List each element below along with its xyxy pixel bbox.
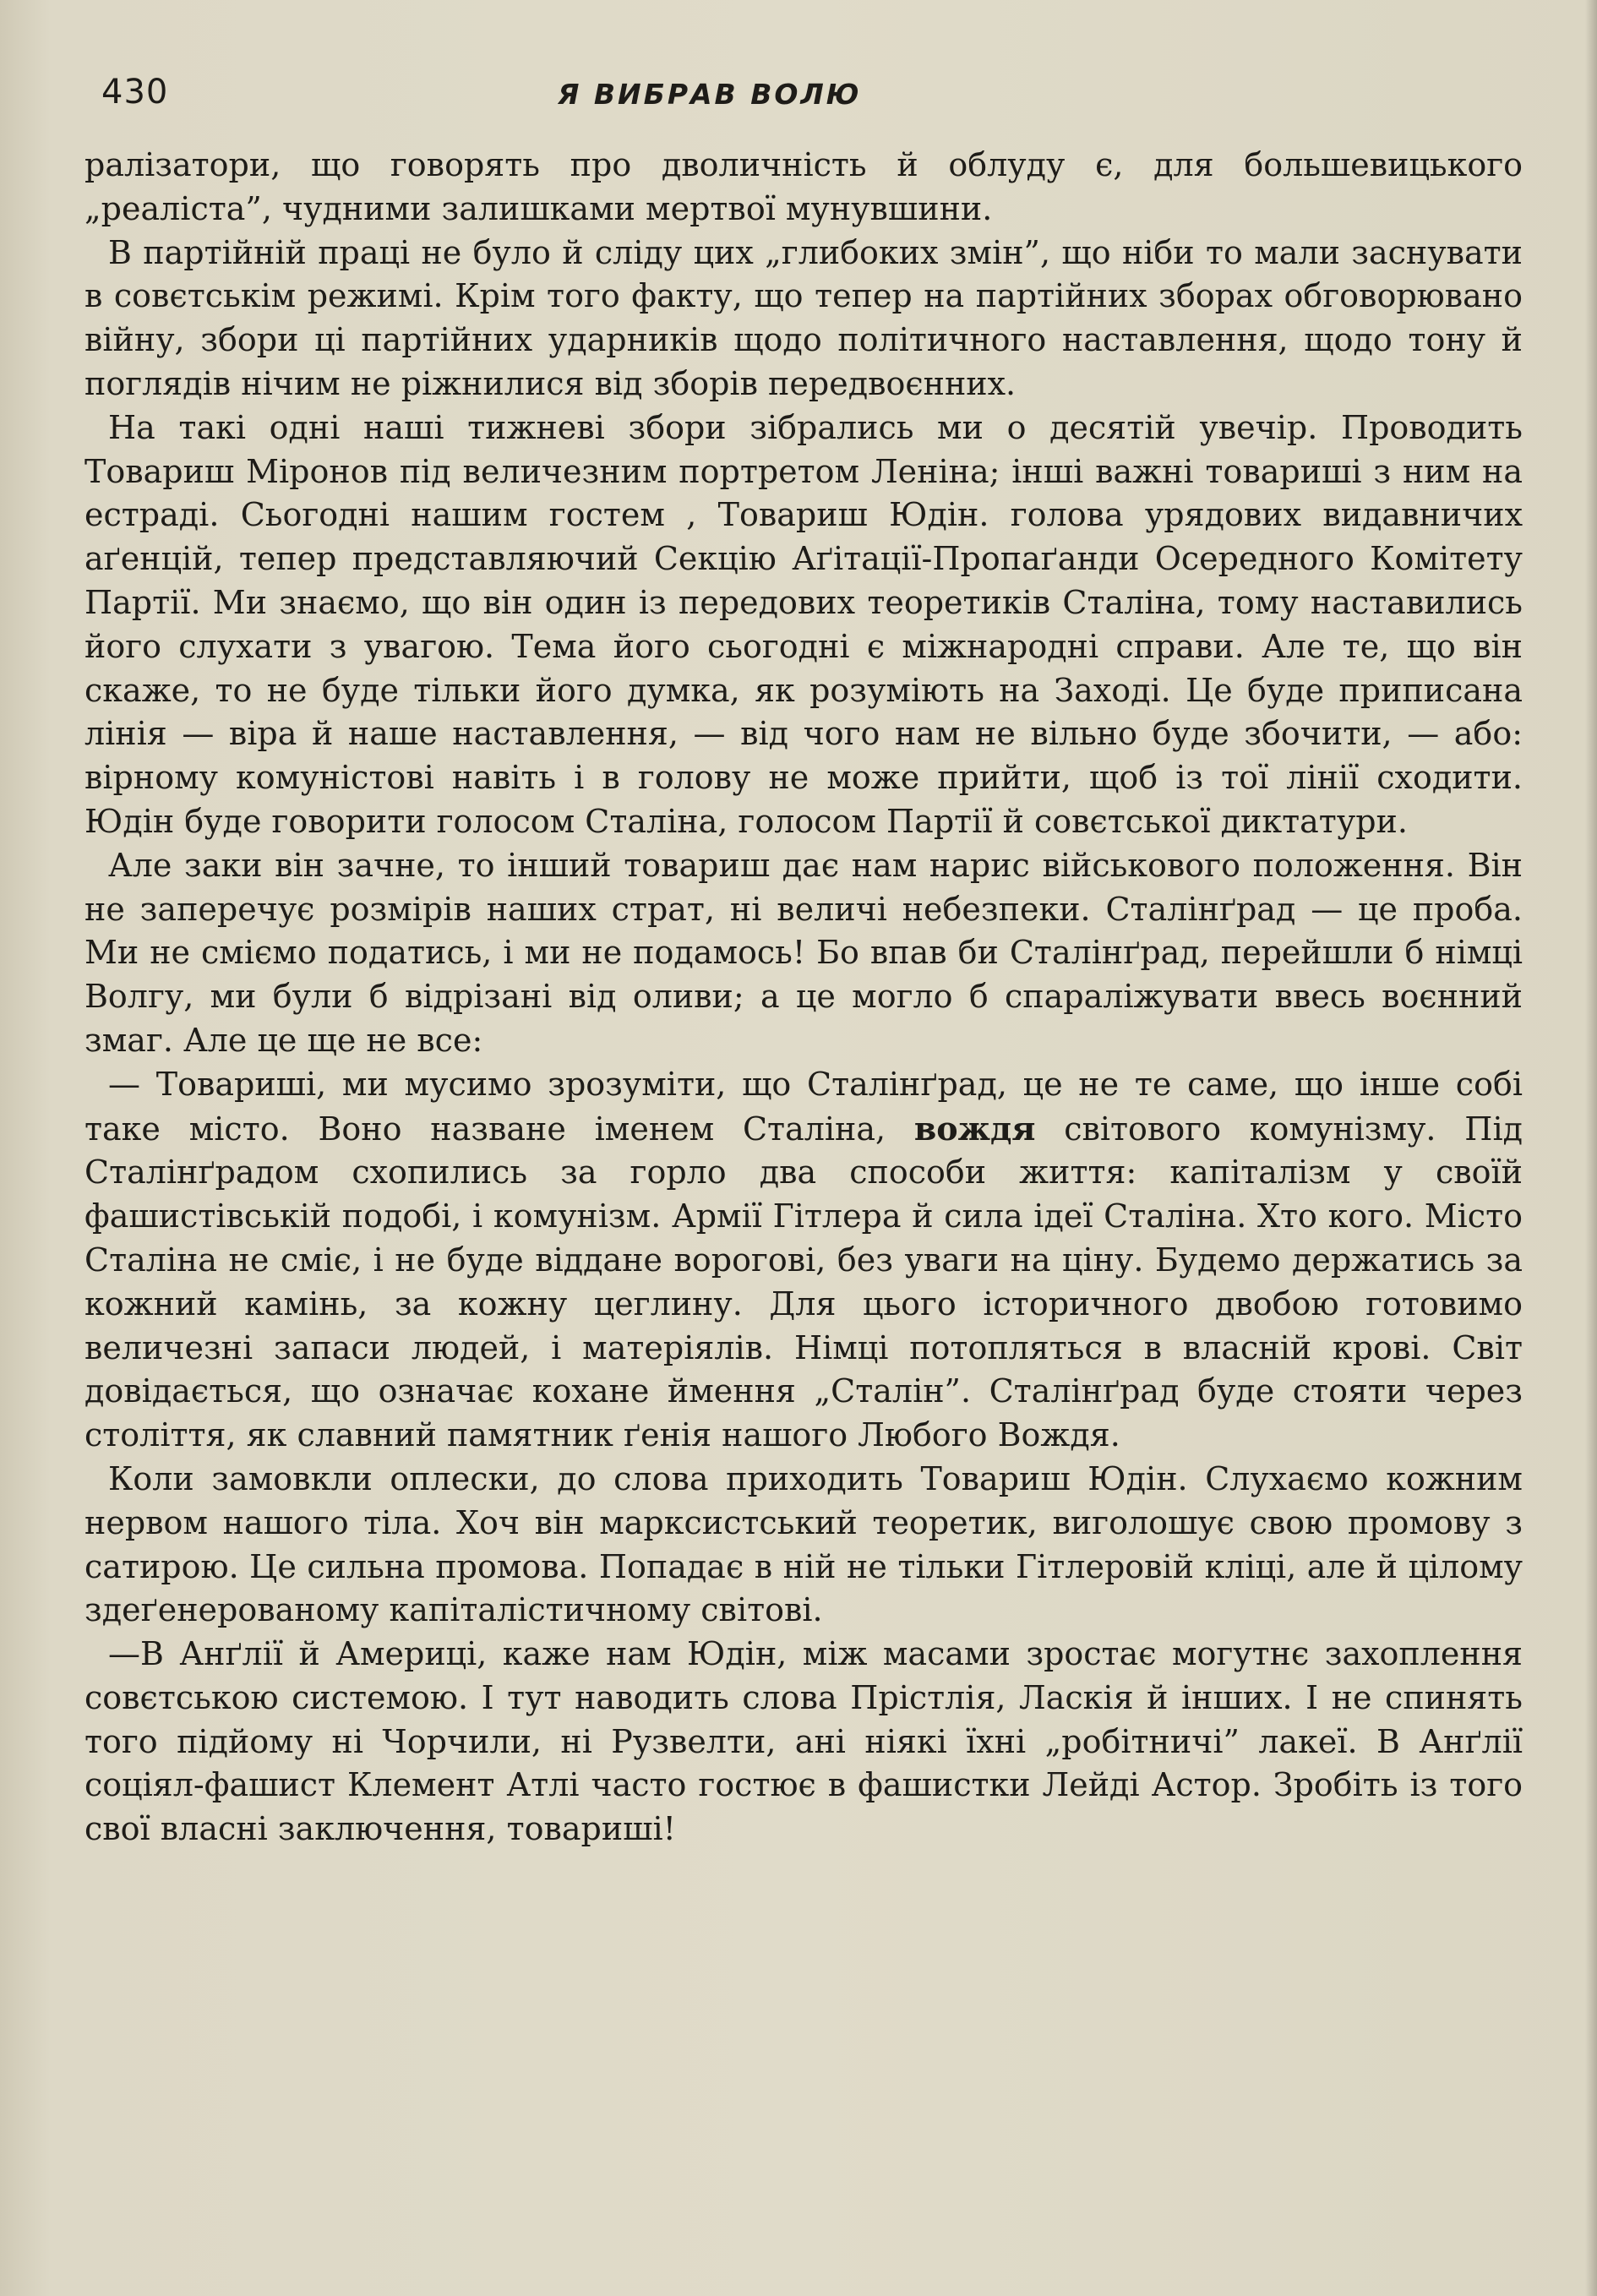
paragraph: В партійній праці не було й сліду цих „глибоких змін”, що ніби то мали заснувати в совєтськім режимі. Крім того факту, що тепер на партійних зборах обговорювано війну, збори ці партійних ударників щодо політичного наставлення, щодо тону й поглядів нічим не ріжнилися від зборів передвоєнних. [84, 233, 1523, 402]
page-gutter-shadow [1585, 0, 1597, 2296]
page-number: 430 [101, 73, 169, 112]
paragraph-continued: ралізатори, що говорять про дволичність й облуду є, для большевицького „реаліста”, чудними залишками мертвої мунувшини. [84, 146, 1523, 227]
running-title: Я ВИБРАВ ВОЛЮ [558, 78, 862, 111]
paragraph: На такі одні наші тижневі збори зібрались ми о десятій увечір. Проводить Товариш Міронов під величезним портретом Леніна; інші важні товариші з ним на естраді. Сьогодні нашим гостем , Товариш Юдін. голова урядових видавничих аґенцій, тепер представляючий Секцію Аґітації-Пропаґанди Осередного Комітету Партії. Ми знаємо, що він один із передових теоретиків Сталіна, тому наставились його слухати з увагою. Тема його сьогодні є міжнародні справи. Але те, що він скаже, то не буде тільки його думка, як розуміють на Заході. Це буде приписана лінія — віра й наше наставлення, — від чого нам не вільно буде збочити, — або: вірному комуністові навіть і в голову не може прийти, щоб із тої лінії сходити. Юдін буде говорити голосом Сталіна, голосом Партії й совєтської диктатури. [84, 408, 1523, 840]
paragraph-speech [84, 1063, 1523, 1458]
paragraph: Коли замовкли оплески, до слова приходить Товариш Юдін. Слухаємо кожним нервом нашого тіла. Хоч він марксистський теоретик, виголошує свою промову з сатирою. Це сильна промова. Попадає в ній не тільки Гітлеровій кліці, але й цілому здеґенерованому капіталістичному світові. [84, 1459, 1523, 1629]
page-header [101, 73, 1487, 123]
speech-text-part: світового комунізму. Під Сталінґрадом схопились за горло два способи життя: капіталізм у своїй фашистівській подобі, і комунізм. Армії Гітлера й сила ідеї Сталіна. Хто кого. Місто Сталіна не сміє, і не буде віддане ворогові, без уваги на ціну. Будемо держатись за кожний камінь, за кожну цеглину. Для цього історичного двобою готовимо величезні запаси людей, і матеріялів. Німці потопляться в власній крові. Світ довідається, що означає кохане ймення „Сталін”. Сталінґрад буде стояти через століття, як славний памятник ґенія нашого Любого Вождя. [84, 1110, 1523, 1454]
speech-bold-word: вождя [913, 1109, 1036, 1148]
paragraph: Але заки він зачне, то інший товариш дає нам нарис військового положення. Він не заперечує розмірів наших страт, ні величі небезпеки. Сталінґрад — це проба. Ми не сміємо податись, і ми не подамось! Бо впав би Сталінґрад, перейшли б німці Волгу, ми були б відрізані від оливи; а це могло б спаралiжувати ввесь воєнний змаг. Але це ще не все: [84, 846, 1523, 1059]
speech-text-part: — Товариші, ми мусимо зрозуміти, що Сталінґрад, це не те саме, що інше собі таке місто. Воно назване іменем Сталіна, [84, 1065, 1523, 1148]
paragraph-speech: —В Анґлії й Америці, каже нам Юдін, між масами зростає могутнє захоплення совєтською системою. І тут наводить слова Прістлія, Ласкія й інших. І не спинять того підйому ні Чорчили, ні Рузвелти, ані ніякі їхні „робітничі” лакеї. В Анґлії соціял-фашист Клемент Атлі часто гостює в фашистки Лейді Астор. Зробіть із того свої власні заключення, товариші! [84, 1635, 1523, 1848]
body-text [84, 144, 1523, 1852]
